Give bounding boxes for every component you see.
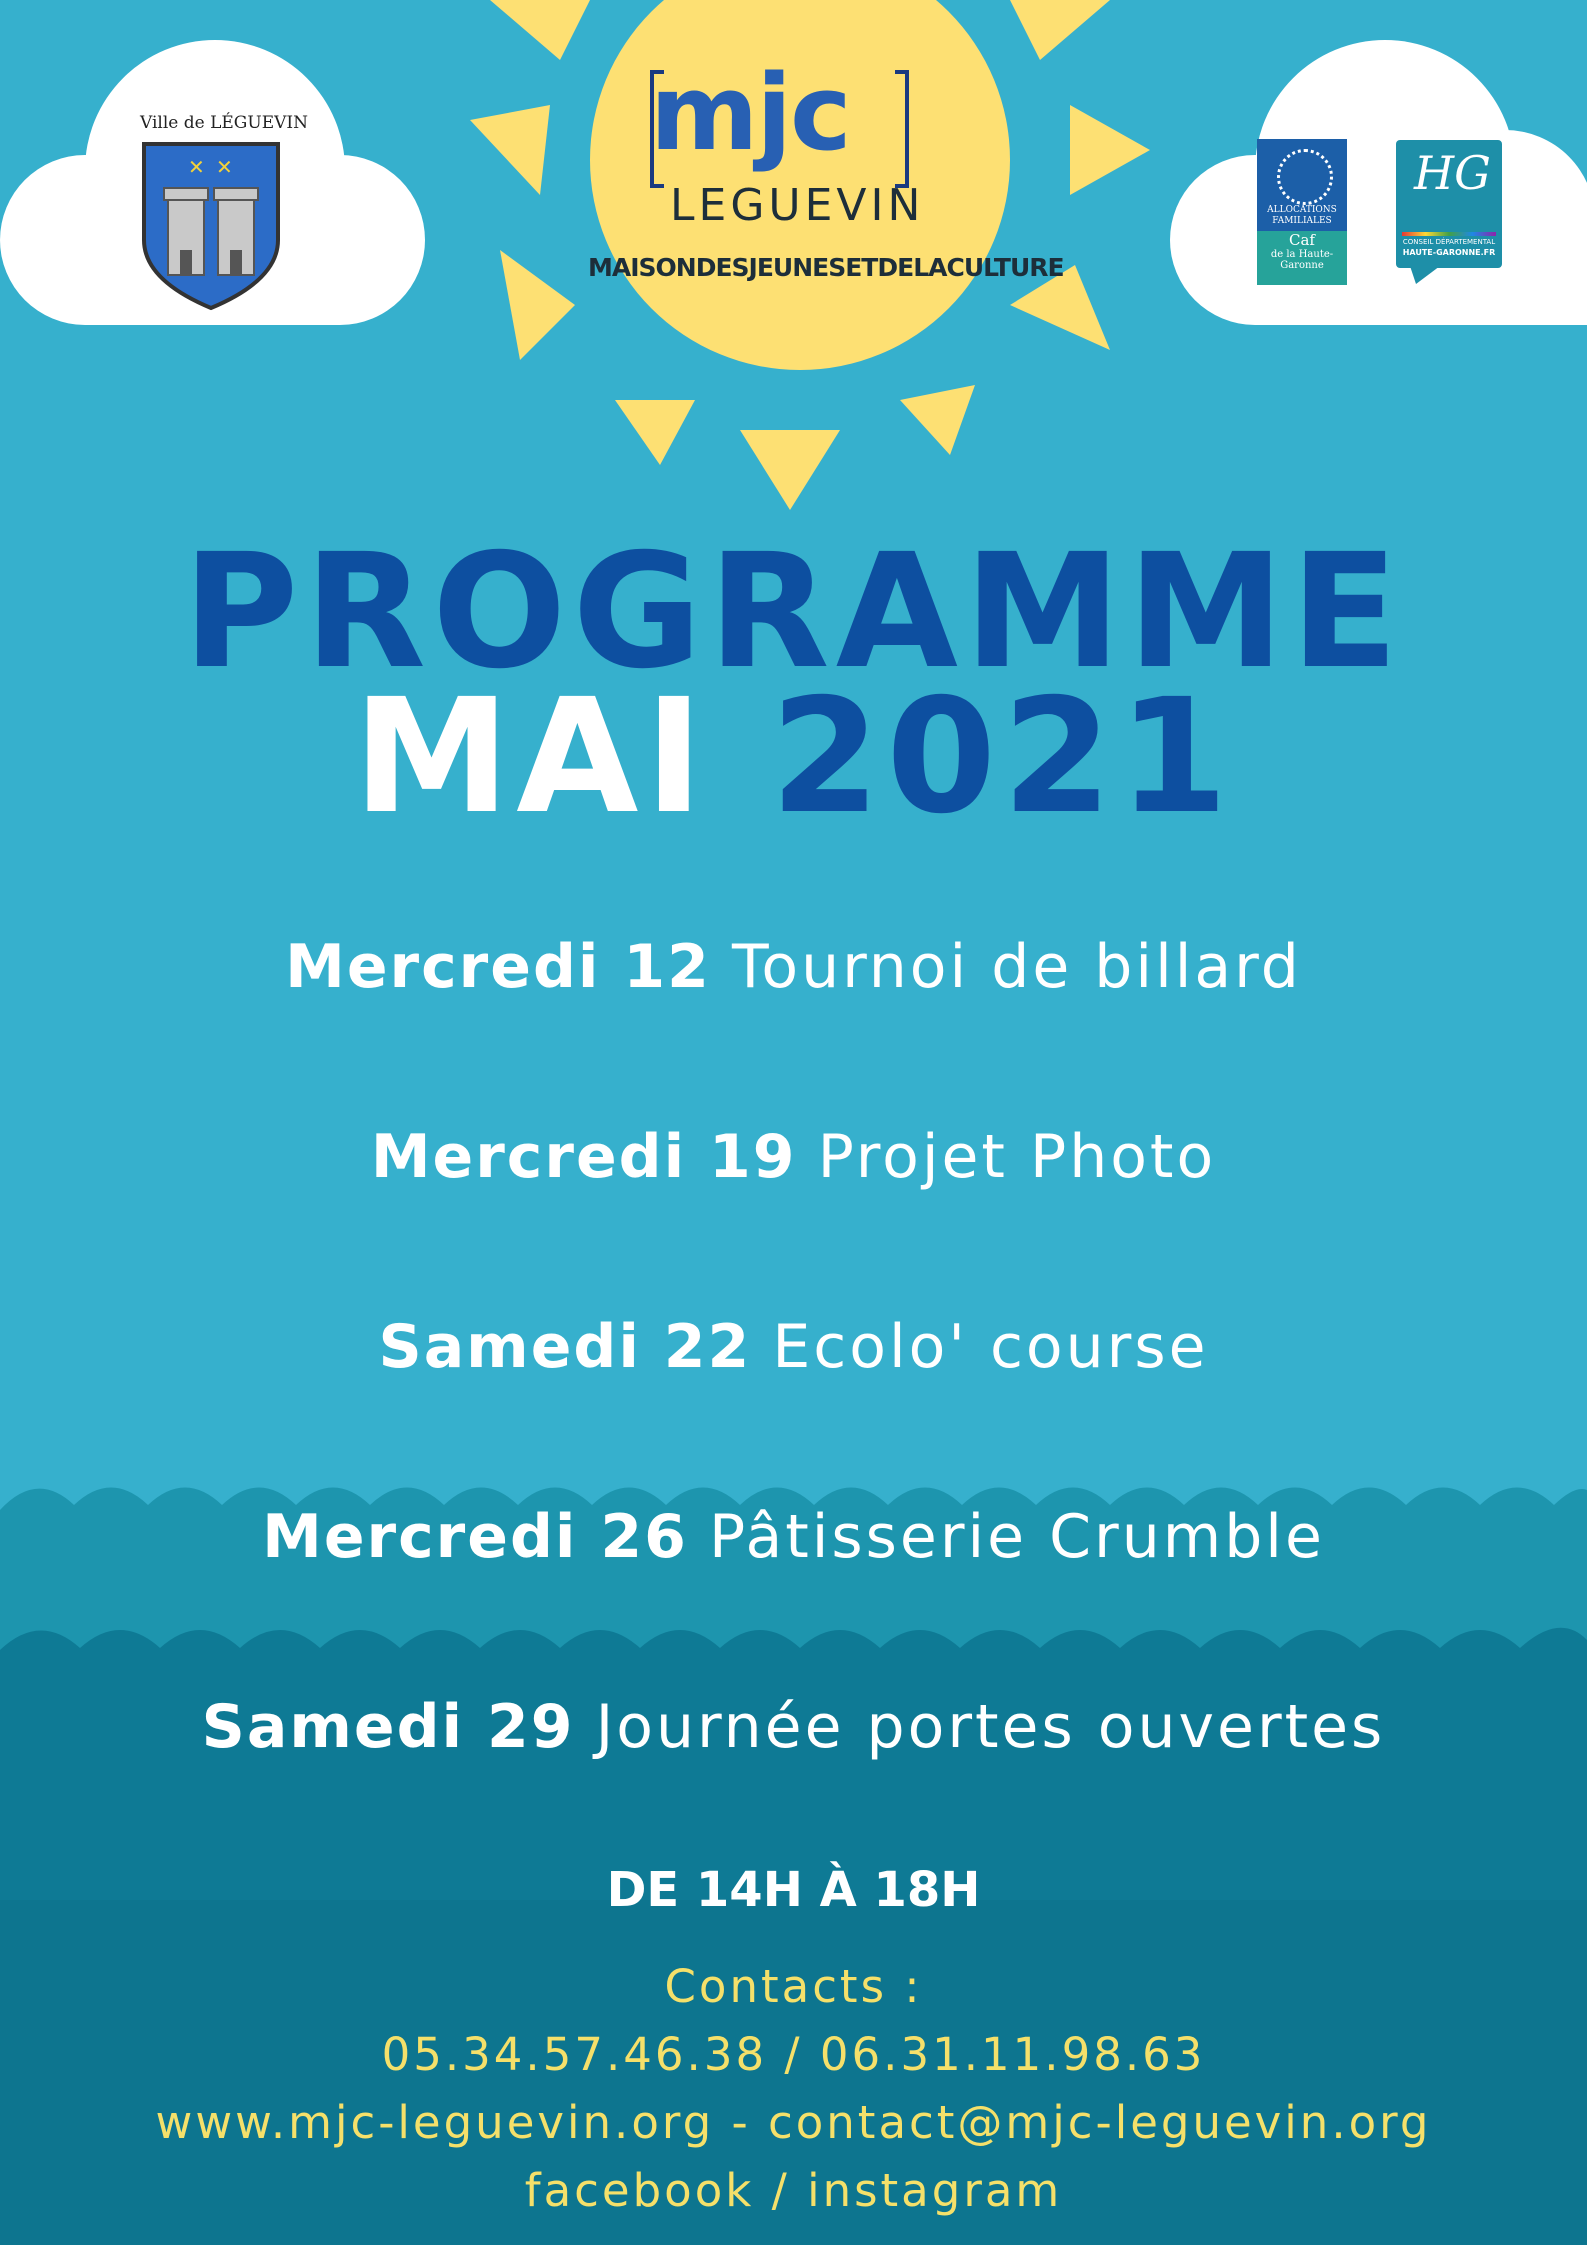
hg-logo-tail: [1410, 266, 1440, 286]
mjc-logo-mark: mjc: [650, 52, 850, 174]
hg-line2: HAUTE-GARONNE.FR: [1402, 248, 1496, 257]
caf-line5: Garonne: [1280, 260, 1324, 271]
hg-logo-stripe: [1402, 232, 1496, 236]
caf-line3: Caf: [1289, 231, 1315, 249]
caf-line2: FAMILIALES: [1272, 216, 1332, 226]
hg-line1: CONSEIL DÉPARTEMENTAL: [1402, 238, 1496, 246]
mjc-bracket-left: [650, 70, 664, 188]
mjc-logo-town: LEGUEVIN: [670, 180, 925, 231]
contacts-label: Contacts :: [664, 1960, 923, 2013]
coat-of-arms-icon: [140, 140, 282, 312]
cloud-icon: [1160, 40, 1587, 330]
hg-logo-icon: [1396, 140, 1502, 268]
event-activity: Pâtisserie Crumble: [708, 1502, 1325, 1572]
event-day: Mercredi 26: [262, 1502, 688, 1572]
event-activity: Journée portes ouvertes: [595, 1692, 1386, 1762]
svg-text:✕: ✕: [188, 155, 205, 179]
title-month: MAI: [352, 665, 710, 849]
caf-line1: ALLOCATIONS: [1267, 205, 1337, 215]
title-programme: PROGRAMME: [182, 520, 1405, 704]
contacts-phones: 05.34.57.46.38 / 06.31.11.98.63: [381, 2028, 1206, 2081]
event-day: Samedi 29: [201, 1692, 575, 1762]
title-year: 2021: [770, 665, 1235, 849]
event-activity: Ecolo' course: [772, 1312, 1209, 1382]
hg-logo-mark: HG: [1414, 146, 1491, 200]
mjc-logo-tagline: MAISONDESJEUNESETDELACULTURE: [588, 253, 1064, 282]
event-row: [0, 1122, 1587, 1192]
event-row: [0, 1692, 1587, 1762]
opening-hours: DE 14H À 18H: [606, 1862, 981, 1918]
event-day: Mercredi 19: [370, 1122, 797, 1192]
event-day: Mercredi 12: [285, 932, 711, 1002]
title-month-year: [0, 665, 1587, 849]
event-activity: Projet Photo: [817, 1122, 1217, 1192]
event-activity: Tournoi de billard: [731, 932, 1302, 1002]
caf-logo-figures: [1277, 149, 1333, 205]
caf-line4: de la Haute-: [1270, 249, 1334, 260]
svg-text:✕: ✕: [216, 155, 233, 179]
mjc-logo: [588, 52, 1064, 300]
town-label: Ville de LÉGUEVIN: [140, 113, 308, 133]
caf-logo-bottom: [1257, 231, 1347, 285]
contacts-web-email[interactable]: www.mjc-leguevin.org - contact@mjc-leguevin.org: [155, 2096, 1432, 2149]
event-row: [0, 1502, 1587, 1572]
event-day: Samedi 22: [378, 1312, 752, 1382]
event-row: [0, 932, 1587, 1002]
event-row: [0, 1312, 1587, 1382]
caf-logo-icon: [1257, 139, 1347, 285]
mjc-bracket-right: [895, 70, 909, 188]
contacts-social[interactable]: facebook / instagram: [524, 2164, 1063, 2217]
